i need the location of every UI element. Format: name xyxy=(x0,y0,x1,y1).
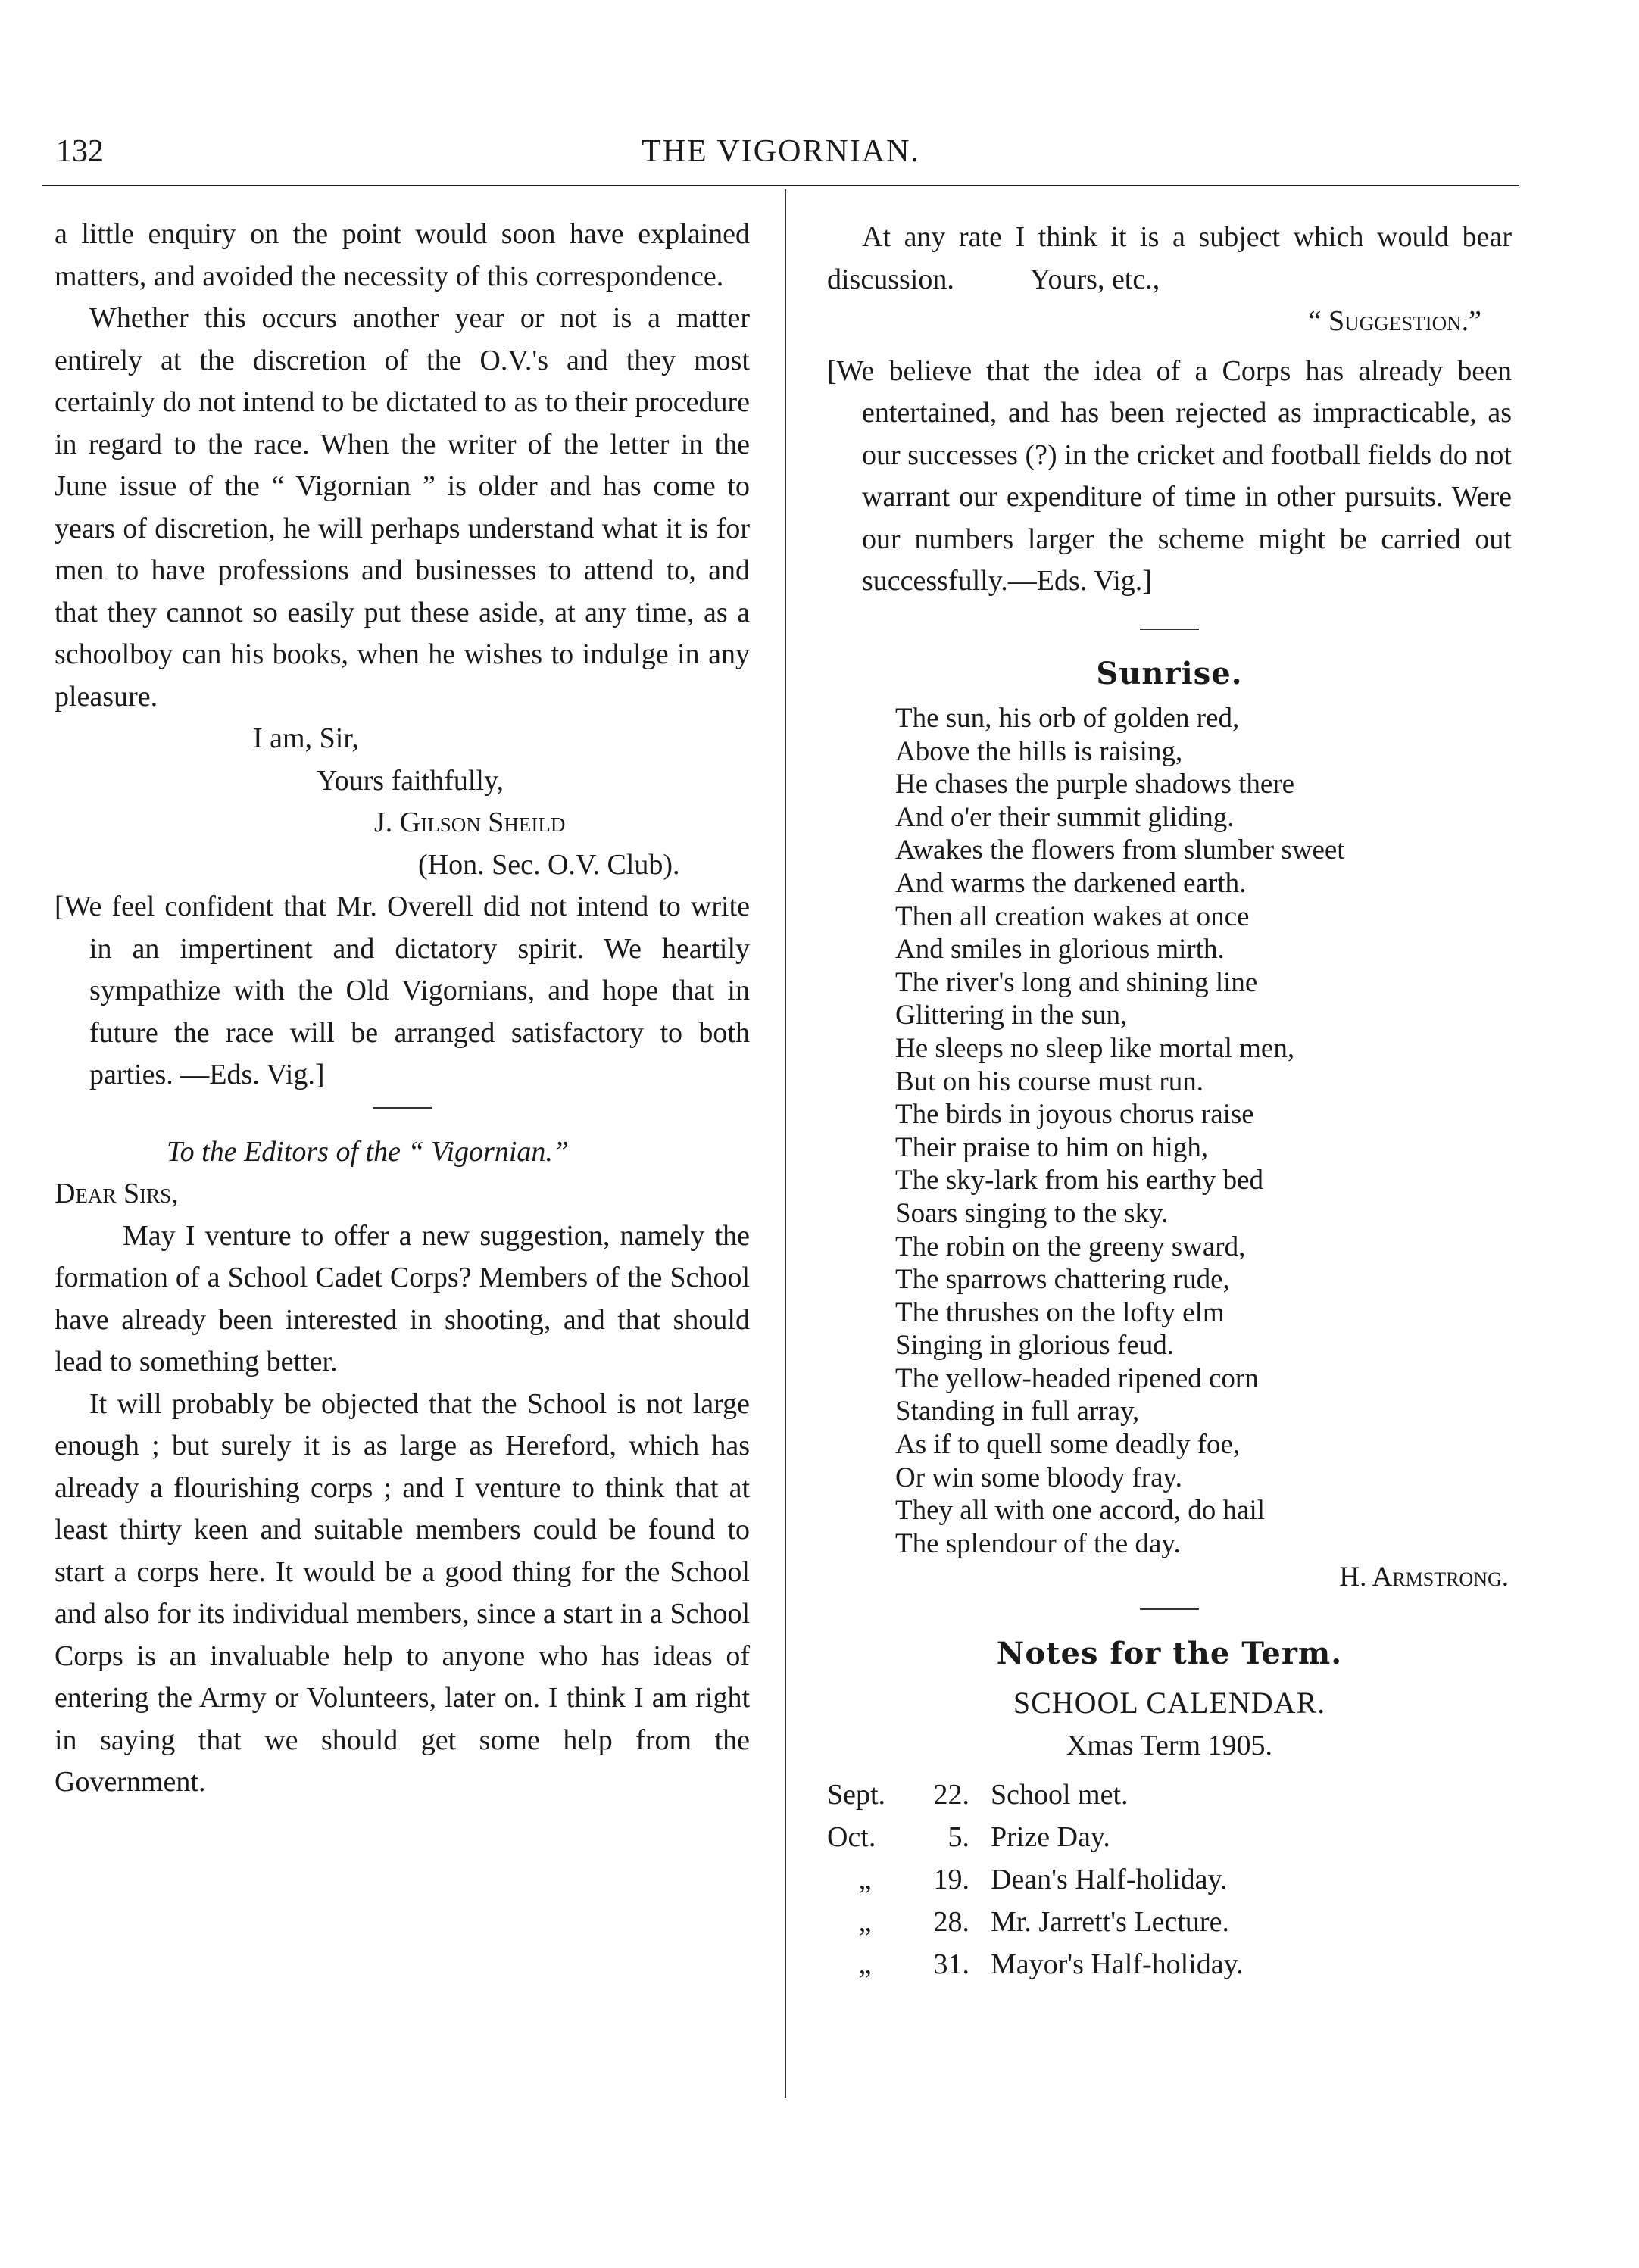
page-header xyxy=(42,133,1519,186)
calendar-table xyxy=(827,1774,1244,1986)
letter-heading: To the Editors of the “ Vigornian.” xyxy=(167,1135,570,1168)
calendar-term: Xmas Term 1905. xyxy=(1066,1729,1273,1761)
calendar-row xyxy=(827,1816,1244,1858)
calendar-event: School met. xyxy=(991,1778,1129,1811)
left-column xyxy=(55,214,750,1804)
poem-line: The thrushes on the lofty elm xyxy=(895,1296,1225,1328)
calendar-month: „ xyxy=(858,1905,872,1938)
letter-signature: J. Gilson Sheild xyxy=(374,806,566,838)
header-rule xyxy=(42,185,1519,186)
letter-closing: I am, Sir, xyxy=(253,722,359,754)
journal-title: THE VIGORNIAN. xyxy=(642,134,920,169)
poem-line: Standing in full array, xyxy=(895,1396,1140,1427)
calendar-day: 28. xyxy=(933,1905,969,1938)
poem xyxy=(827,702,1512,1560)
letter-paragraph: May I venture to offer a new suggestion, namely the formation of a School Cadet Corps? Members of the School have already been interested in shooting, and that should lead to something better. xyxy=(55,1219,750,1377)
poem-line: He sleeps no sleep like mortal men, xyxy=(895,1032,1295,1064)
poem-line: The sun, his orb of golden red, xyxy=(895,703,1240,734)
poem-line: And smiles in glorious mirth. xyxy=(895,934,1225,966)
letter-signature-title: (Hon. Sec. O.V. Club). xyxy=(418,848,680,881)
poem-author: H. Armstrong. xyxy=(1339,1561,1509,1593)
calendar-day: 31. xyxy=(933,1948,969,1980)
notes-title: Notes for the Term. xyxy=(996,1636,1343,1672)
calendar-row xyxy=(827,1943,1244,1986)
calendar-month: Oct. xyxy=(827,1820,876,1853)
letter-salutation: Dear Sirs, xyxy=(55,1178,179,1209)
calendar-event: Prize Day. xyxy=(991,1820,1110,1853)
poem-line: The yellow-headed ripened corn xyxy=(895,1362,1259,1394)
letter-paragraph: At any rate I think it is a subject which would bear discussion. Yours, etc., xyxy=(827,221,1512,295)
letter-signature: “ Suggestion.” xyxy=(1308,305,1481,337)
poem-line: Singing in glorious feud. xyxy=(895,1330,1174,1362)
letter-paragraph: It will probably be objected that the School is not large enough ; but surely it is as large as Hereford, which has already a flourishing corps ; and I venture to think that at least thirty keen and suitable members could be found to start a corps here. It would be a good thing for the School and also for its individual members, since a start in a School Corps is an invaluable help to anyone who has ideas of entering the Army or Volunteers, later on. I think I am right in saying that we should get some help from the Government. xyxy=(55,1387,750,1798)
poem-line: Or win some bloody fray. xyxy=(895,1462,1182,1493)
right-column xyxy=(827,214,1512,1986)
letter-continuation-paragraph: a little enquiry on the point would soon have explained matters, and avoided the necessity of this correspondence. xyxy=(55,218,750,292)
poem-line: Then all creation wakes at once xyxy=(895,900,1250,932)
poem-line: Soars singing to the sky. xyxy=(895,1197,1169,1229)
calendar-day: 19. xyxy=(933,1863,969,1895)
calendar-event: Mr. Jarrett's Lecture. xyxy=(991,1905,1229,1938)
calendar-row xyxy=(827,1774,1244,1816)
column-divider xyxy=(785,189,786,2098)
calendar-day: 22. xyxy=(933,1778,969,1811)
letter-closing-yours: Yours faithfully, xyxy=(317,764,504,797)
poem-line: The splendour of the day. xyxy=(895,1527,1181,1559)
calendar-month: Sept. xyxy=(827,1778,886,1811)
poem-line: But on his course must run. xyxy=(895,1065,1203,1097)
section-rule xyxy=(373,1107,432,1109)
poem-line: As if to quell some deadly foe, xyxy=(895,1429,1241,1461)
calendar-event: Mayor's Half-holiday. xyxy=(991,1948,1244,1980)
poem-line: And warms the darkened earth. xyxy=(895,867,1247,899)
letter-paragraph: Whether this occurs another year or not is a matter entirely at the discretion of the O.V.'s and they most certainly do not intend to be dictated to as to their procedure in regard to the race. When the writer of the letter in the June issue of the “ Vigornian ” is older and has come to years of discretion, he will perhaps understand what it is for men to have professions and businesses to attend to, and that they cannot so easily put these aside, at any time, as a schoolboy can his books, when he wishes to indulge in any pleasure. xyxy=(55,302,750,713)
calendar-month: „ xyxy=(858,1948,872,1980)
calendar-month: „ xyxy=(858,1863,872,1895)
editors-note: [We believe that the idea of a Corps has already been entertained, and has been rejected as impracticable, as our successes (?) in the cricket and football fields do not warrant our expenditure of time in other pursuits. Were our numbers larger the scheme might be carried out successfully.—Eds. Vig.] xyxy=(827,354,1512,597)
poem-line: The birds in joyous chorus raise xyxy=(895,1099,1254,1131)
calendar-heading: SCHOOL CALENDAR. xyxy=(1013,1685,1326,1720)
section-rule xyxy=(1140,629,1199,630)
poem-title: Sunrise. xyxy=(1096,655,1243,691)
calendar-row xyxy=(827,1858,1244,1901)
section-rule xyxy=(1140,1608,1199,1610)
poem-line: The robin on the greeny sward, xyxy=(895,1231,1246,1262)
poem-line: Awakes the flowers from slumber sweet xyxy=(895,835,1345,866)
calendar-event: Dean's Half-holiday. xyxy=(991,1863,1228,1895)
poem-line: Above the hills is raising, xyxy=(895,735,1183,767)
poem-line: Their praise to him on high, xyxy=(895,1131,1209,1163)
poem-line: Glittering in the sun, xyxy=(895,1000,1128,1031)
poem-line: The river's long and shining line xyxy=(895,966,1258,998)
poem-line: He chases the purple shadows there xyxy=(895,769,1295,800)
calendar-day: 5. xyxy=(947,1820,969,1853)
page-number: 132 xyxy=(56,134,104,169)
poem-line: The sparrows chattering rude, xyxy=(895,1264,1230,1296)
poem-line: They all with one accord, do hail xyxy=(895,1495,1266,1527)
poem-line: The sky-lark from his earthy bed xyxy=(895,1165,1263,1196)
calendar-row xyxy=(827,1901,1244,1943)
editors-note: [We feel confident that Mr. Overell did not intend to write in an impertinent and dictatory spirit. We heartily sympathize with the Old Vigornians, and hope that in future the race will be arranged satisfactory to both parties. —Eds. Vig.] xyxy=(55,891,750,1090)
poem-line: And o'er their summit gliding. xyxy=(895,801,1235,833)
